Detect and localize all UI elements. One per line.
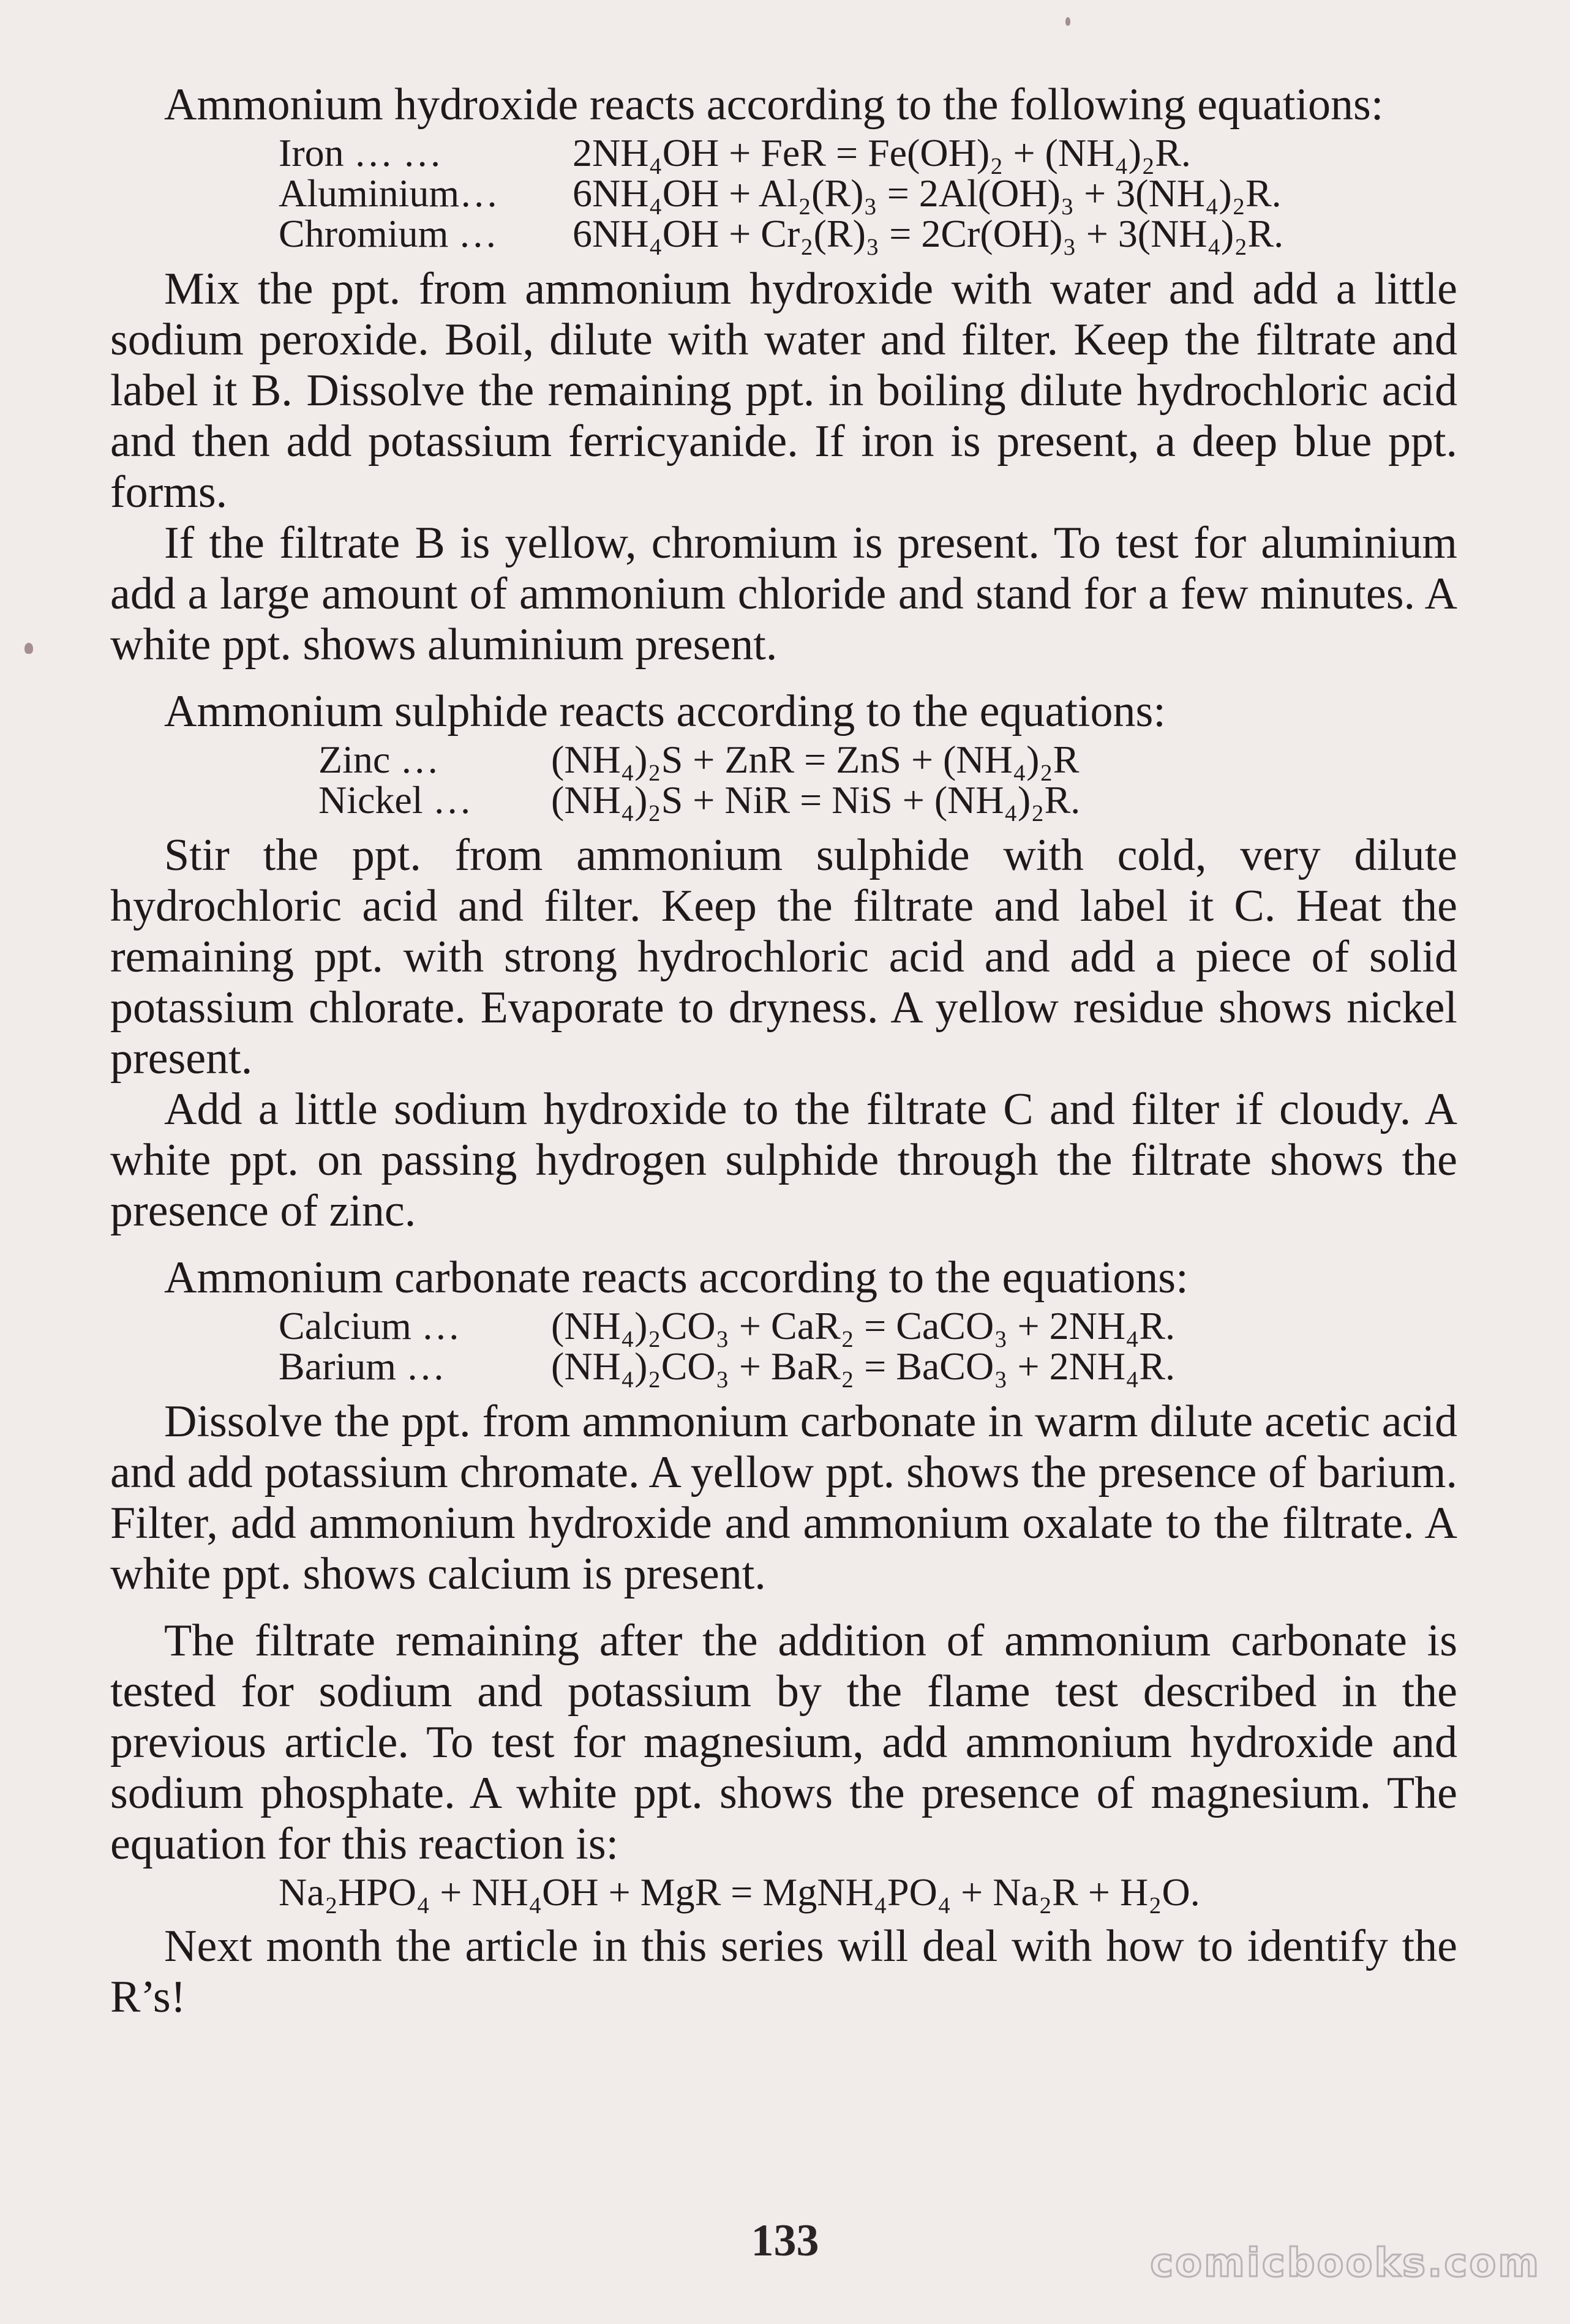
equation-label: Nickel … [318,778,472,822]
equation-block-ammonium-hydroxide [110,133,1457,254]
page-body [110,80,1457,2023]
equation-label: Iron … … [279,131,442,174]
equation-row-aluminium [110,173,1457,214]
equation-text: 6NH₄OH + Cr₂(R)₃ = 2Cr(OH)₃ + 3(NH₄)₂R. [573,212,1284,255]
equation-label: Zinc … [318,738,440,781]
paragraph-ammonium-carbonate-intro: Ammonium carbonate reacts according to the equations: [164,1253,1189,1303]
equation-text: (NH₄)₂CO₃ + BaR₂ = BaCO₃ + 2NH₄R. [551,1344,1176,1388]
equation-block-ammonium-sulphide [110,740,1457,820]
equation-label: Aluminium… [279,171,499,215]
paragraph-filtrate-remaining: The filtrate remaining after the addition of ammonium carbonate is tested for sodium and potassium by the flame test described in the previous article. To test for magnesium, add ammonium hydroxide and sodium phosphate. A white ppt. shows the presence of magnesium. The equation for this reaction is: [110,1616,1457,1869]
equation-text: (NH₄)₂CO₃ + CaR₂ = CaCO₃ + 2NH₄R. [551,1304,1176,1348]
equation-text: (NH₄)₂S + NiR = NiS + (NH₄)₂R. [551,778,1081,822]
equation-block-ammonium-carbonate [110,1306,1457,1387]
paragraph-filtrate-c: Add a little sodium hydroxide to the filtrate C and filter if cloudy. A white ppt. on passing hydrogen sulphide through the filtrate shows the presence of zinc. [110,1084,1457,1236]
paragraph-stir-ppt: Stir the ppt. from ammonium sulphide with cold, very dilute hydrochloric acid and filter. Keep the filtrate and label it C. Heat the remaining ppt. with strong hydrochloric acid and add a piece of solid potassium chlorate. Evaporate to dryness. A yellow residue shows nickel present. [110,830,1457,1084]
equation-label: Calcium … [279,1304,460,1348]
print-speck [1065,17,1070,26]
paragraph-next-month: Next month the article in this series will deal with how to identify the R’s! [110,1921,1457,2022]
equation-text: (NH₄)₂S + ZnR = ZnS + (NH₄)₂R [551,738,1080,781]
equation-text: 2NH₄OH + FeR = Fe(OH)₂ + (NH₄)₂R. [573,131,1191,174]
equation-row-zinc [110,740,1457,780]
paragraph-filtrate-b: If the filtrate B is yellow, chromium is present. To test for aluminium add a large amount of ammonium chloride and stand for a few minutes. A white ppt. shows aluminium present. [110,518,1457,670]
equation-row-iron [110,133,1457,173]
paragraph-ammonium-sulphide-intro: Ammonium sulphide reacts according to the equations: [164,686,1166,737]
equation-row-nickel [110,780,1457,820]
equation-text: 6NH₄OH + Al₂(R)₃ = 2Al(OH)₃ + 3(NH₄)₂R. [573,171,1282,215]
watermark-logo: comicbooks.com [1150,2241,1541,2286]
paragraph-ammonium-hydroxide-intro: Ammonium hydroxide reacts according to the following equations: [164,80,1384,130]
page-number: 133 [751,2216,819,2266]
print-speck [24,643,33,654]
paragraph-dissolve-ppt: Dissolve the ppt. from ammonium carbonate in warm dilute acetic acid and add potassium chromate. A yellow ppt. shows the presence of barium. Filter, add ammonium hydroxide and ammonium oxalate to the filtrate. A white ppt. shows calcium is present. [110,1396,1457,1599]
equation-row-barium [110,1346,1457,1387]
equation-label: Chromium … [279,212,498,255]
paragraph-mix-ppt: Mix the ppt. from ammonium hydroxide with water and add a little sodium peroxide. Boil, dilute with water and filter. Keep the filtrate and label it B. Dissolve the remaining ppt. in boiling dilute hydrochloric acid and then add potassium ferricyanide. If iron is present, a deep blue ppt. forms. [110,264,1457,517]
equation-row-calcium [110,1306,1457,1346]
equation-magnesium: Na₂HPO₄ + NH₄OH + MgR = MgNH₄PO₄ + Na₂R + H₂O. [279,1870,1200,1914]
equation-label: Barium … [279,1344,445,1388]
equation-row-chromium [110,214,1457,254]
